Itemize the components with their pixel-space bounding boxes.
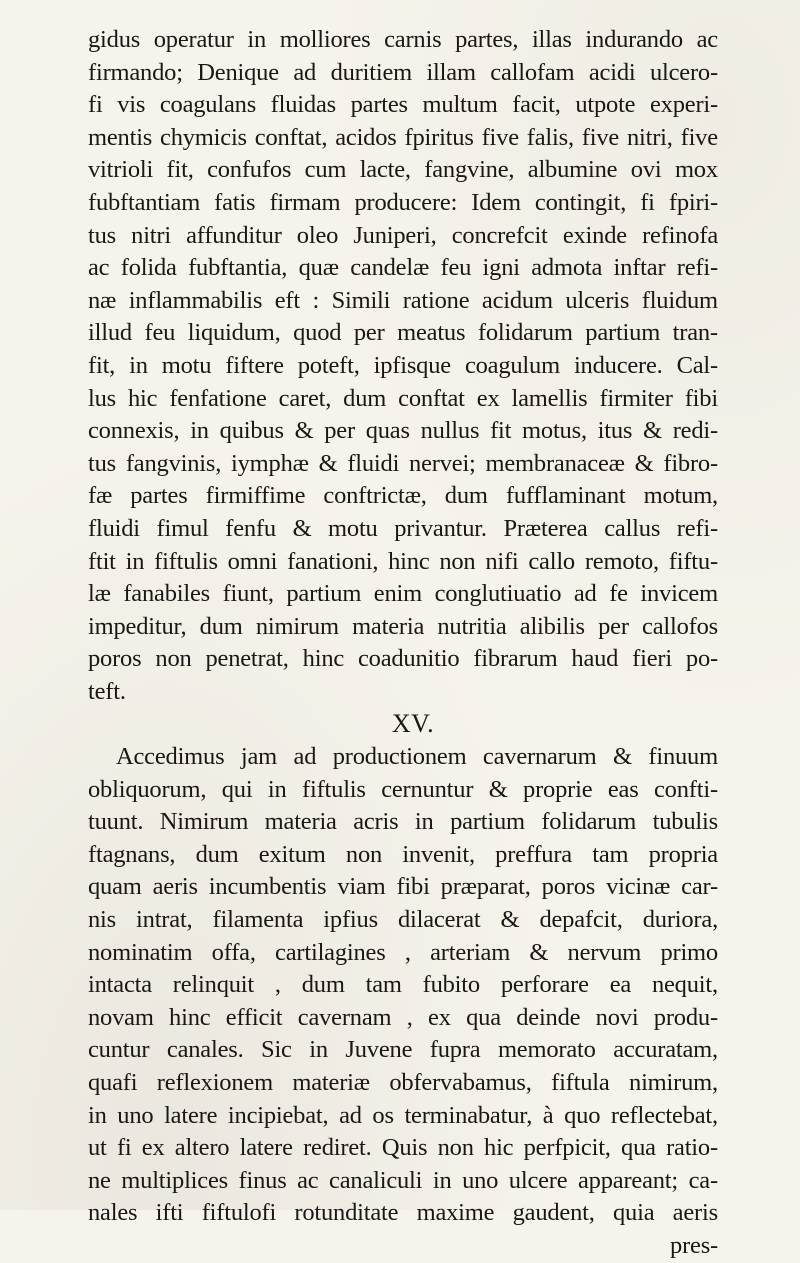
text-line: quam aeris incumbentis viam fibi præparat, poros vicinæ car- bbox=[88, 873, 718, 901]
text-line: teft. bbox=[88, 677, 126, 705]
text-line: illud feu liquidum, quod per meatus folidarum partium tran- bbox=[88, 319, 718, 347]
text-line: mentis chymicis conftat, acidos fpiritus five falis, five nitri, five bbox=[88, 123, 718, 151]
text-line: ftit in fiftulis omni fanationi, hinc non nifi callo remoto, fiftu- bbox=[88, 547, 718, 575]
page-text-block bbox=[88, 24, 718, 1263]
paragraph-callus bbox=[88, 24, 718, 708]
text-line: gidus operatur in molliores carnis partes, illas indurando ac bbox=[88, 26, 718, 53]
text-line: connexis, in quibus & per quas nullus fit motus, itus & redi- bbox=[88, 417, 718, 445]
text-line: læ fanabiles fiunt, partium enim conglutiuatio ad fe invicem bbox=[88, 580, 718, 608]
text-line: intacta relinquit , dum tam fubito perforare ea nequit, bbox=[88, 971, 718, 999]
text-line: ut fi ex altero latere rediret. Quis non hic perfpicit, qua ratio- bbox=[88, 1134, 718, 1162]
text-line: in uno latere incipiebat, ad os terminabatur, à quo reflectebat, bbox=[88, 1101, 718, 1129]
text-line: næ inflammabilis eft : Simili ratione acidum ulceris fluidum bbox=[88, 286, 718, 314]
text-line: tus fangvinis, iymphæ & fluidi nervei; membranaceæ & fibro- bbox=[88, 449, 718, 477]
text-line: nis intrat, filamenta ipfius dilacerat & depafcit, duriora, bbox=[88, 906, 718, 934]
text-line: Accedimus jam ad productionem cavernarum & finuum bbox=[116, 743, 718, 771]
catchword: pres- bbox=[670, 1231, 718, 1259]
text-line: vitrioli fit, confufos cum lacte, fangvine, albumine ovi mox bbox=[88, 156, 718, 184]
text-line: fluidi fimul fenfu & motu privantur. Præterea callus refi- bbox=[88, 514, 718, 542]
text-line: ac folida fubftantia, quæ candelæ feu igni admota inftar refi- bbox=[88, 254, 718, 282]
text-line: ftagnans, dum exitum non invenit, preffura tam propria bbox=[88, 840, 718, 868]
text-line: obliquorum, qui in fiftulis cernuntur & proprie eas confti- bbox=[88, 775, 718, 803]
text-line: poros non penetrat, hinc coadunitio fibrarum haud fieri po- bbox=[88, 645, 718, 673]
text-line: impeditur, dum nimirum materia nutritia alibilis per callofos bbox=[88, 612, 718, 640]
text-line: nales ifti fiftulofi rotunditate maxime gaudent, quia aeris bbox=[88, 1199, 718, 1227]
text-line: fit, in motu fiftere poteft, ipfisque coagulum inducere. Cal- bbox=[88, 351, 718, 379]
text-line: fæ partes firmiffime conftrictæ, dum fufflaminant motum, bbox=[88, 482, 718, 510]
text-line: firmando; Denique ad duritiem illam callofam acidi ulcero- bbox=[88, 58, 718, 86]
paragraph-caverns bbox=[88, 741, 718, 1230]
text-line: lus hic fenfatione caret, dum conftat ex lamellis firmiter fibi bbox=[88, 384, 718, 412]
text-line: novam hinc efficit cavernam , ex qua deinde novi produ- bbox=[88, 1003, 718, 1031]
text-line: tuunt. Nimirum materia acris in partium folidarum tubulis bbox=[88, 808, 718, 836]
text-line: fubftantiam fatis firmam producere: Idem contingit, fi fpiri- bbox=[88, 188, 718, 216]
text-line: tus nitri affunditur oleo Juniperi, concrefcit exinde refinofa bbox=[88, 221, 718, 249]
text-line: fi vis coagulans fluidas partes multum facit, utpote experi- bbox=[88, 91, 718, 119]
section-number: XV. bbox=[391, 709, 435, 739]
text-line: quafi reflexionem materiæ obfervabamus, fiftula nimirum, bbox=[88, 1069, 718, 1096]
text-line: ne multiplices finus ac canaliculi in uno ulcere appareant; ca- bbox=[88, 1166, 718, 1194]
text-line: nominatim offa, cartilagines , arteriam & nervum primo bbox=[88, 938, 718, 966]
text-line: cuntur canales. Sic in Juvene fupra memorato accuratam, bbox=[88, 1036, 718, 1064]
